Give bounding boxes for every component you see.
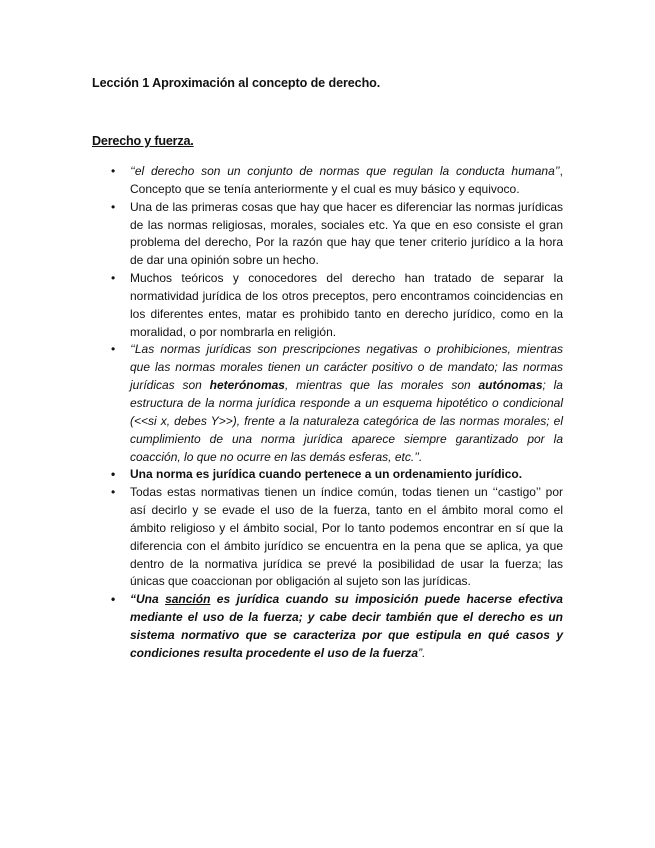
- term-heteronomas: heterónomas: [209, 378, 285, 393]
- paragraph-text: Muchos teóricos y conocedores del derecho han tratado de separar la normatividad jurídica de los otros preceptos, pero encontramos coincidencias en los diferentes entes, matar es prohibido tanto en derecho jurídico, como en la moralidad, o por nombrarla en religión.: [130, 271, 563, 339]
- bullet-icon: •: [111, 592, 116, 607]
- quote-text: ‘‘Las normas jurídicas son prescripciones negativas o prohibiciones, mientras que las normas morales tienen un carácter positivo o de mandato; las normas jurídicas son: [130, 342, 563, 393]
- bullet-icon: •: [111, 271, 116, 286]
- term-autonomas: autónomas: [478, 378, 543, 393]
- bullet-icon: •: [111, 199, 116, 214]
- paragraph-text: Todas estas normativas tienen un índice común, todas tienen un ‘‘castigo’’ por así decirlo y se evade el uso de la fuerza, tanto en el ámbito moral como el ámbito religioso y el ámbito social, Por lo tanto podemos encontrar en sí que la diferencia con el ámbito jurídico se encuentra en la pena que se aplica, ya que dentro de la normativa jurídica se prevé la posibilidad de usar la fuerza; las únicas que coaccionan por obligación al sujeto son las jurídicas.: [130, 485, 563, 589]
- list-item: [111, 341, 563, 466]
- quote-text: “Una: [130, 592, 166, 607]
- paragraph-text: Una de las primeras cosas que hay que hacer es diferenciar las normas jurídicas de las normas religiosas, morales, sociales etc. Ya que en eso consiste el gran problema del derecho, Por la razón que hay que tener criterio jurídico a la hora de dar una opinión sobre un hecho.: [130, 199, 563, 268]
- bullet-icon: •: [111, 164, 116, 178]
- paragraph-text: Una norma es jurídica cuando pertenece a un ordenamiento jurídico.: [130, 467, 523, 482]
- list-item: [111, 199, 563, 270]
- section-heading: Derecho y fuerza.: [92, 134, 194, 148]
- term-sancion: sanción: [165, 592, 211, 607]
- quote-text: , mientras que las morales son: [284, 378, 479, 393]
- lesson-title: Lección 1 Aproximación al concepto de derecho.: [92, 76, 381, 90]
- bullet-icon: •: [111, 342, 116, 357]
- quote-text: ; la estructura de la norma jurídica responde a un esquema hipotético o condicional (<<si x, debes Y>>), frente a la naturaleza categórica de las normas morales; el cumplimiento de una norma jurídica aparece siempre garantizado por la coacción, lo que no ocurre en las demás esferas, etc.’’.: [130, 378, 563, 464]
- list-item: [111, 484, 563, 591]
- quote-end: ”.: [418, 645, 426, 660]
- list-item: [111, 270, 563, 341]
- list-item: [111, 163, 563, 199]
- definition-quote: ‘‘el derecho son un conjunto de normas que regulan la conducta humana’’: [130, 164, 560, 178]
- list-item: [111, 591, 563, 662]
- bullet-icon: •: [111, 485, 116, 500]
- bullet-list: [111, 163, 563, 663]
- list-item: [111, 466, 563, 484]
- definition-comment: , Concepto que se tenía anteriormente y el cual es muy básico y equivoco.: [130, 164, 563, 196]
- bullet-icon: •: [111, 467, 116, 482]
- quote-text: es jurídica cuando su imposición puede hacerse efectiva mediante el uso de la fuerza; y cabe decir también que el derecho es un sistema normativo que se caracteriza por que estipula en qué casos y condiciones resulta procedente el uso de la fuerza: [130, 592, 563, 660]
